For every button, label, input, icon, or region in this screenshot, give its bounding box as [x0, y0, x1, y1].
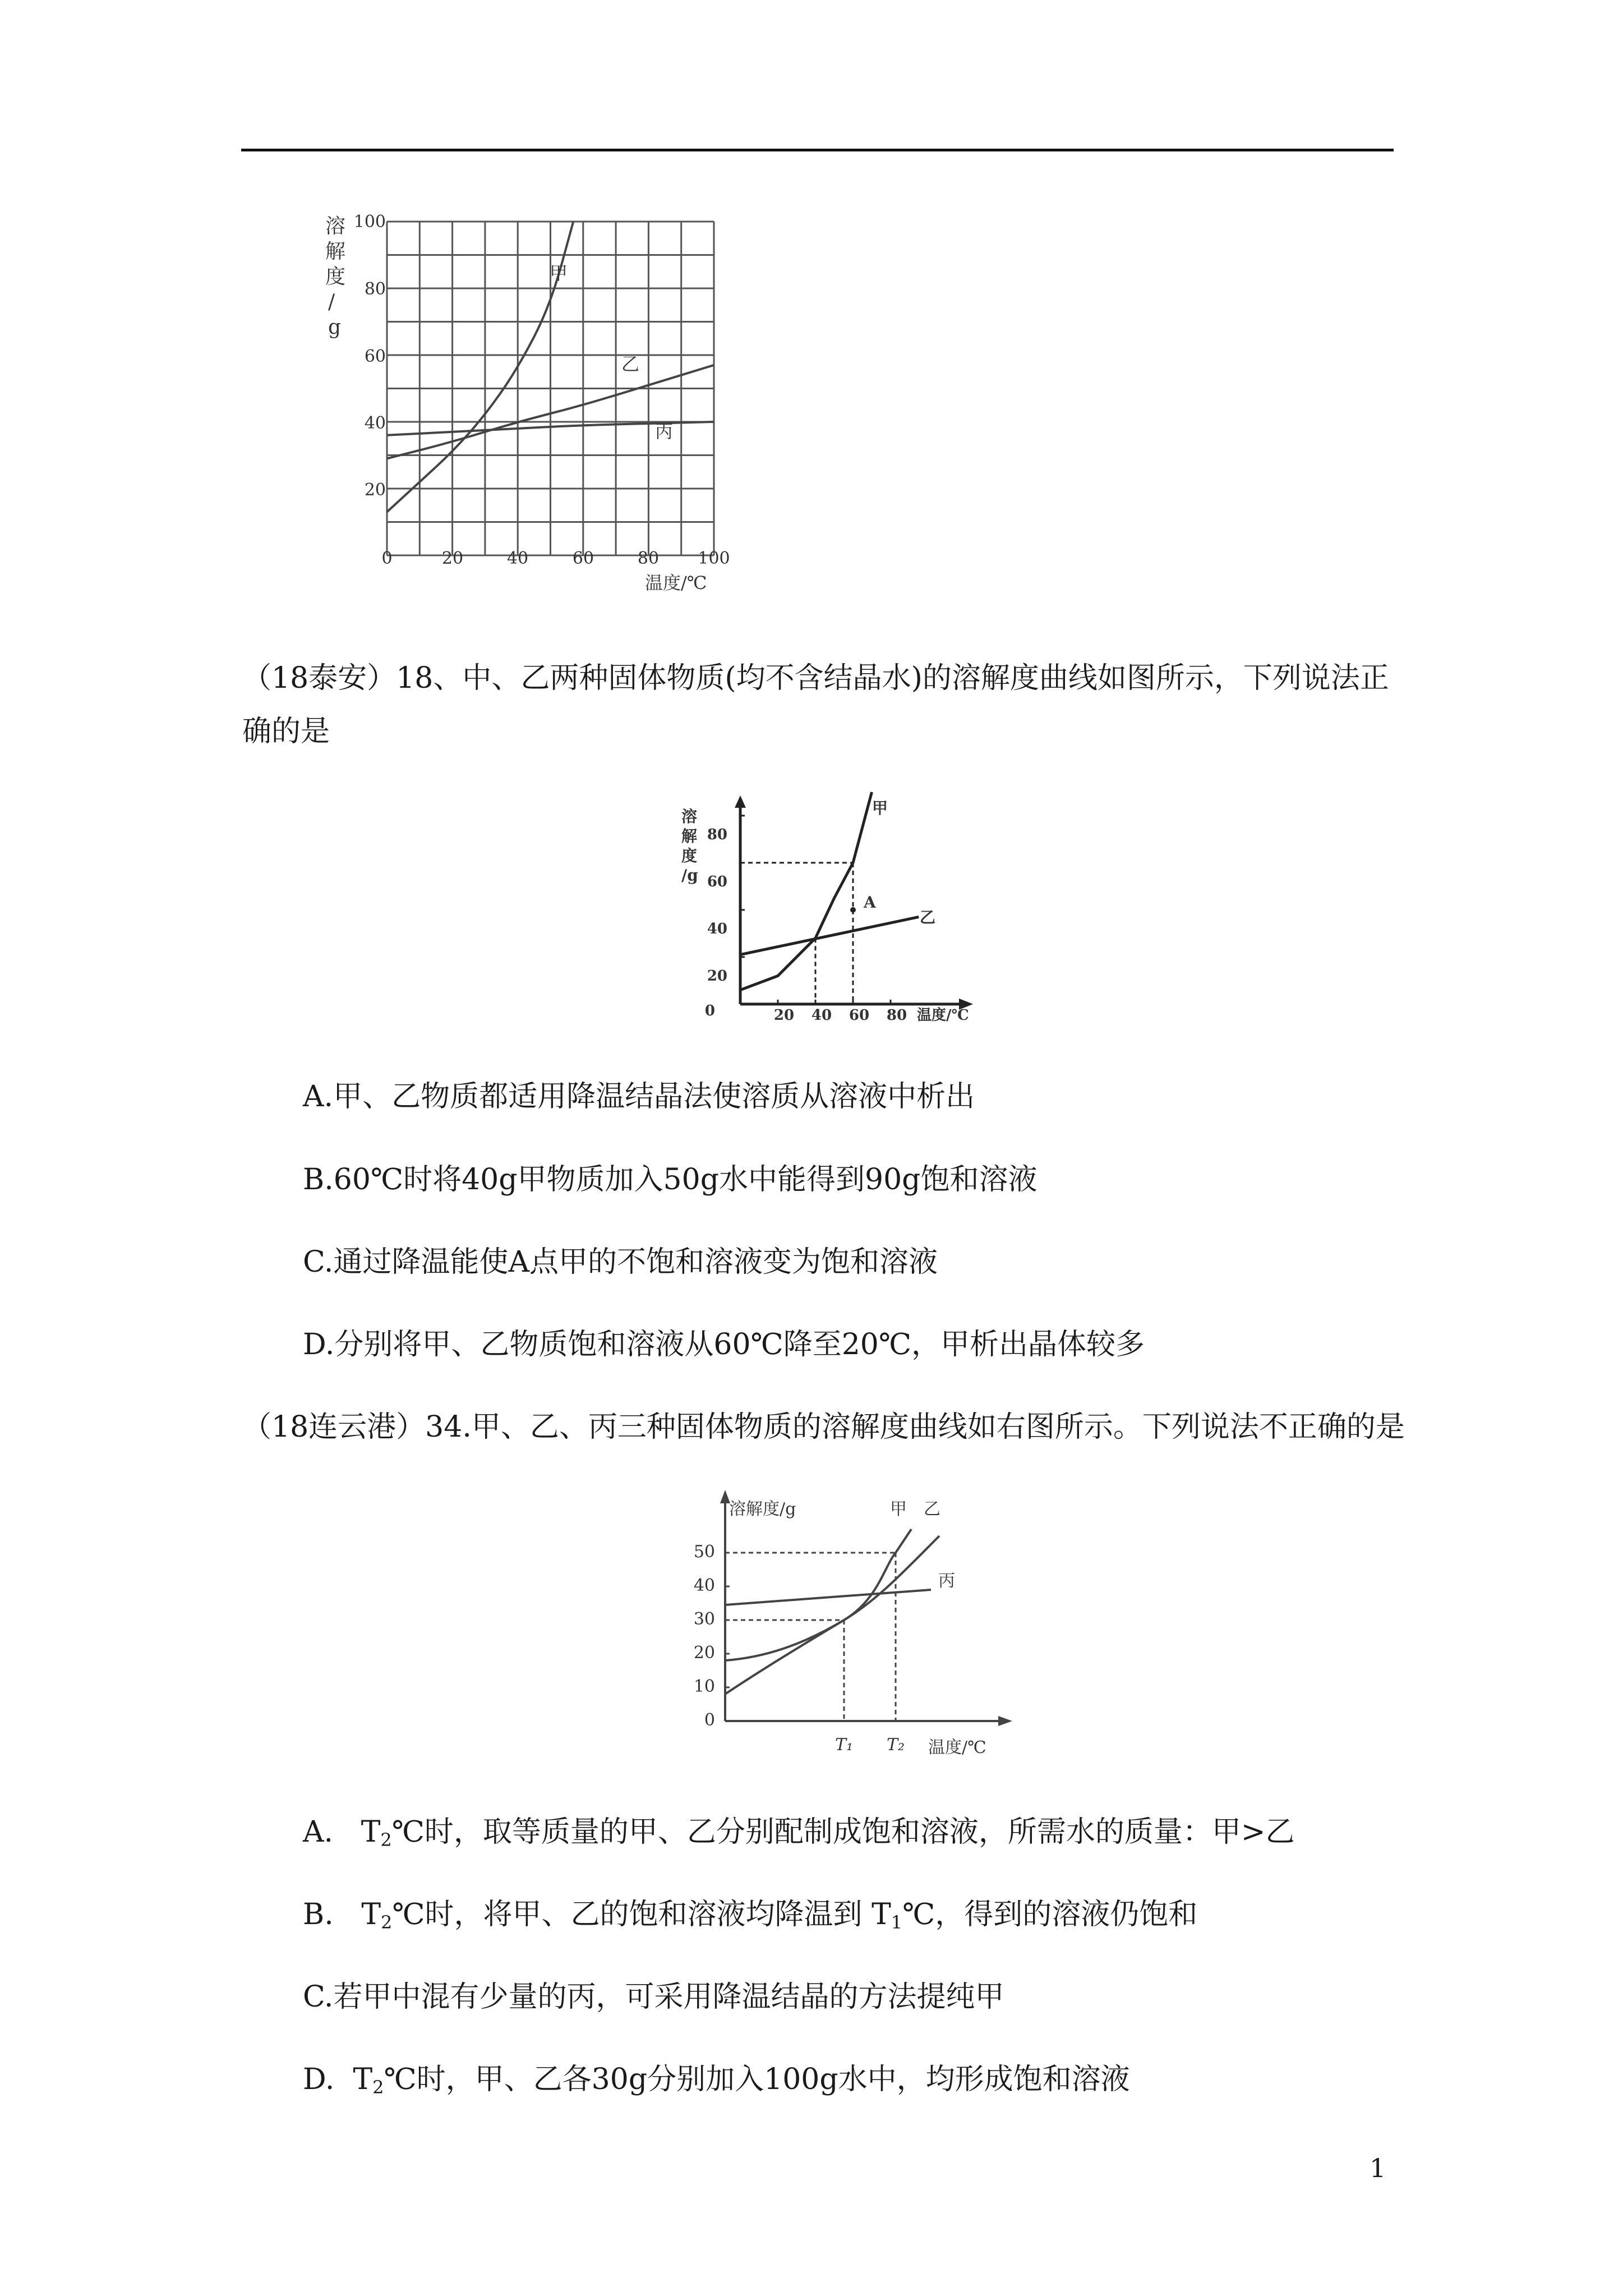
option-letter: B.: [303, 1898, 334, 1931]
series-curve-yi: [725, 1536, 939, 1694]
q34-option-d: [303, 2065, 1130, 2096]
xtick: 80: [637, 549, 660, 568]
chart-3-xticks: [835, 1735, 905, 1755]
temp-symbol: T: [361, 1815, 381, 1849]
ytick: 80: [707, 826, 727, 843]
ytick: 60: [364, 347, 386, 366]
q18-stem-line2: 确的是: [242, 715, 330, 748]
xtick: 80: [886, 1007, 907, 1024]
series-label-bing: 丙: [938, 1571, 955, 1591]
ytick: 100: [353, 212, 386, 232]
ytick: 50: [693, 1542, 715, 1562]
series-label-jia: 甲: [872, 799, 888, 817]
q34-option-c: C.若甲中混有少量的丙，可采用降温结晶的方法提纯甲: [303, 1980, 1004, 2014]
xtick: 40: [811, 1007, 832, 1024]
chart-1-xlabel: 温度/℃: [645, 572, 707, 593]
y-axis-arrow: [735, 795, 746, 808]
header-rule: [241, 149, 1394, 151]
ytick: 60: [707, 873, 727, 890]
xtick: 20: [441, 549, 464, 568]
xtick: 100: [698, 549, 730, 568]
series-label-yi: 乙: [621, 353, 640, 375]
xtick: 60: [572, 549, 594, 568]
q18-option-d: D.分别将甲、乙物质饱和溶液从60℃降至20℃，甲析出晶体较多: [303, 1328, 1145, 1361]
solubility-chart-3: [681, 1487, 1040, 1767]
chart-2-yticks: [705, 826, 727, 1019]
chart-2-xlabel: 温度/℃: [917, 1007, 969, 1024]
point-a-marker: [850, 907, 856, 913]
series-curve-jia: [387, 222, 573, 512]
xtick: 20: [773, 1007, 795, 1024]
ytick: 40: [707, 921, 727, 937]
series-curve-jia: [740, 792, 872, 990]
ytick: 20: [707, 968, 727, 984]
ylabel-char: 解: [681, 827, 698, 845]
option-text: ℃时，甲、乙各30g分别加入100g水中，均形成饱和溶液: [384, 2063, 1130, 2096]
ytick: 10: [693, 1677, 715, 1696]
series-curve-bing: [725, 1590, 931, 1605]
q34-stem: （18连云港）34.甲、乙、丙三种固体物质的溶解度曲线如右图所示。下列说法不正确的是: [242, 1410, 1405, 1444]
ytick: 30: [693, 1609, 715, 1629]
chart-2-plot: [735, 792, 973, 1010]
q18-stem-line1: （18泰安）18、中、乙两种固体物质(均不含结晶水)的溶解度曲线如图所示，下列说法正: [242, 661, 1389, 695]
chart-1-xticks: [381, 549, 730, 568]
chart-1-yticks: [354, 212, 386, 500]
subscript: 2: [381, 1912, 393, 1933]
ytick: 0: [704, 1710, 715, 1730]
subscript: 1: [891, 1912, 903, 1933]
chart-3-plot: [720, 1490, 1012, 1726]
option-letter: A.: [303, 1815, 334, 1849]
option-text: ℃时，取等质量的甲、乙分别配制成饱和溶液，所需水的质量：甲>乙: [391, 1815, 1295, 1849]
q34-option-b: [303, 1900, 1197, 1931]
x-axis-arrow: [998, 1716, 1012, 1726]
q18-option-b: B.60℃时将40g甲物质加入50g水中能得到90g饱和溶液: [303, 1163, 1038, 1197]
solubility-chart-1: [314, 202, 740, 606]
series-label-yi: 乙: [920, 908, 936, 927]
chart-1-ylabel: [325, 215, 345, 339]
q18-option-a: A.甲、乙物质都适用降温结晶法使溶质从溶液中析出: [303, 1080, 975, 1114]
ylabel-char: 溶: [325, 215, 346, 238]
series-label-yi: 乙: [924, 1499, 940, 1519]
page-number: 1: [1370, 2153, 1386, 2183]
temp-symbol: T: [361, 1898, 381, 1931]
series-label-bing: 丙: [655, 421, 674, 442]
subscript: 2: [372, 2077, 384, 2098]
ytick: 80: [364, 279, 386, 299]
ylabel-char: /g: [681, 866, 698, 885]
xtick: 0: [381, 549, 393, 568]
q18-option-c: C.通过降温能使A点甲的不饱和溶液变为饱和溶液: [303, 1245, 938, 1279]
chart-3-ylabel: 溶解度/g: [729, 1499, 796, 1519]
chart-3-xlabel: 温度/℃: [928, 1738, 986, 1757]
option-letter: D.: [303, 2063, 335, 2096]
xtick: 60: [849, 1007, 870, 1024]
ylabel-char: g: [328, 316, 342, 339]
temp-symbol: T: [353, 2063, 373, 2096]
ytick: 0: [704, 1002, 715, 1019]
chart-2-xticks: [774, 1007, 907, 1024]
xtick: 40: [506, 549, 529, 568]
series-label-jia: 甲: [890, 1499, 907, 1519]
series-curve-yi: [740, 917, 919, 955]
series-label-jia: 甲: [550, 263, 568, 284]
xtick-t2: T₂: [886, 1735, 905, 1755]
ytick: 40: [364, 413, 386, 433]
ylabel-char: 度: [325, 265, 346, 288]
ylabel-char: /: [328, 291, 335, 314]
ytick: 20: [693, 1643, 715, 1663]
chart-2-ylabel: [681, 807, 698, 885]
ylabel-char: 解: [325, 240, 346, 263]
xtick-t1: T₁: [834, 1735, 854, 1755]
ytick: 20: [364, 480, 386, 500]
point-label-a: A: [864, 893, 876, 912]
option-text: ℃，得到的溶液仍饱和: [902, 1898, 1198, 1931]
ytick: 40: [693, 1576, 715, 1595]
solubility-chart-2: [681, 791, 1052, 1027]
ylabel-char: 溶: [681, 807, 698, 826]
subscript: 2: [380, 1829, 392, 1851]
ylabel-char: 度: [681, 846, 698, 865]
option-text: ℃时，将甲、乙的饱和溶液均降温到 T: [392, 1898, 891, 1931]
series-curve-jia: [725, 1529, 911, 1660]
chart-3-yticks: [694, 1542, 715, 1730]
q34-option-a: [303, 1815, 1295, 1851]
